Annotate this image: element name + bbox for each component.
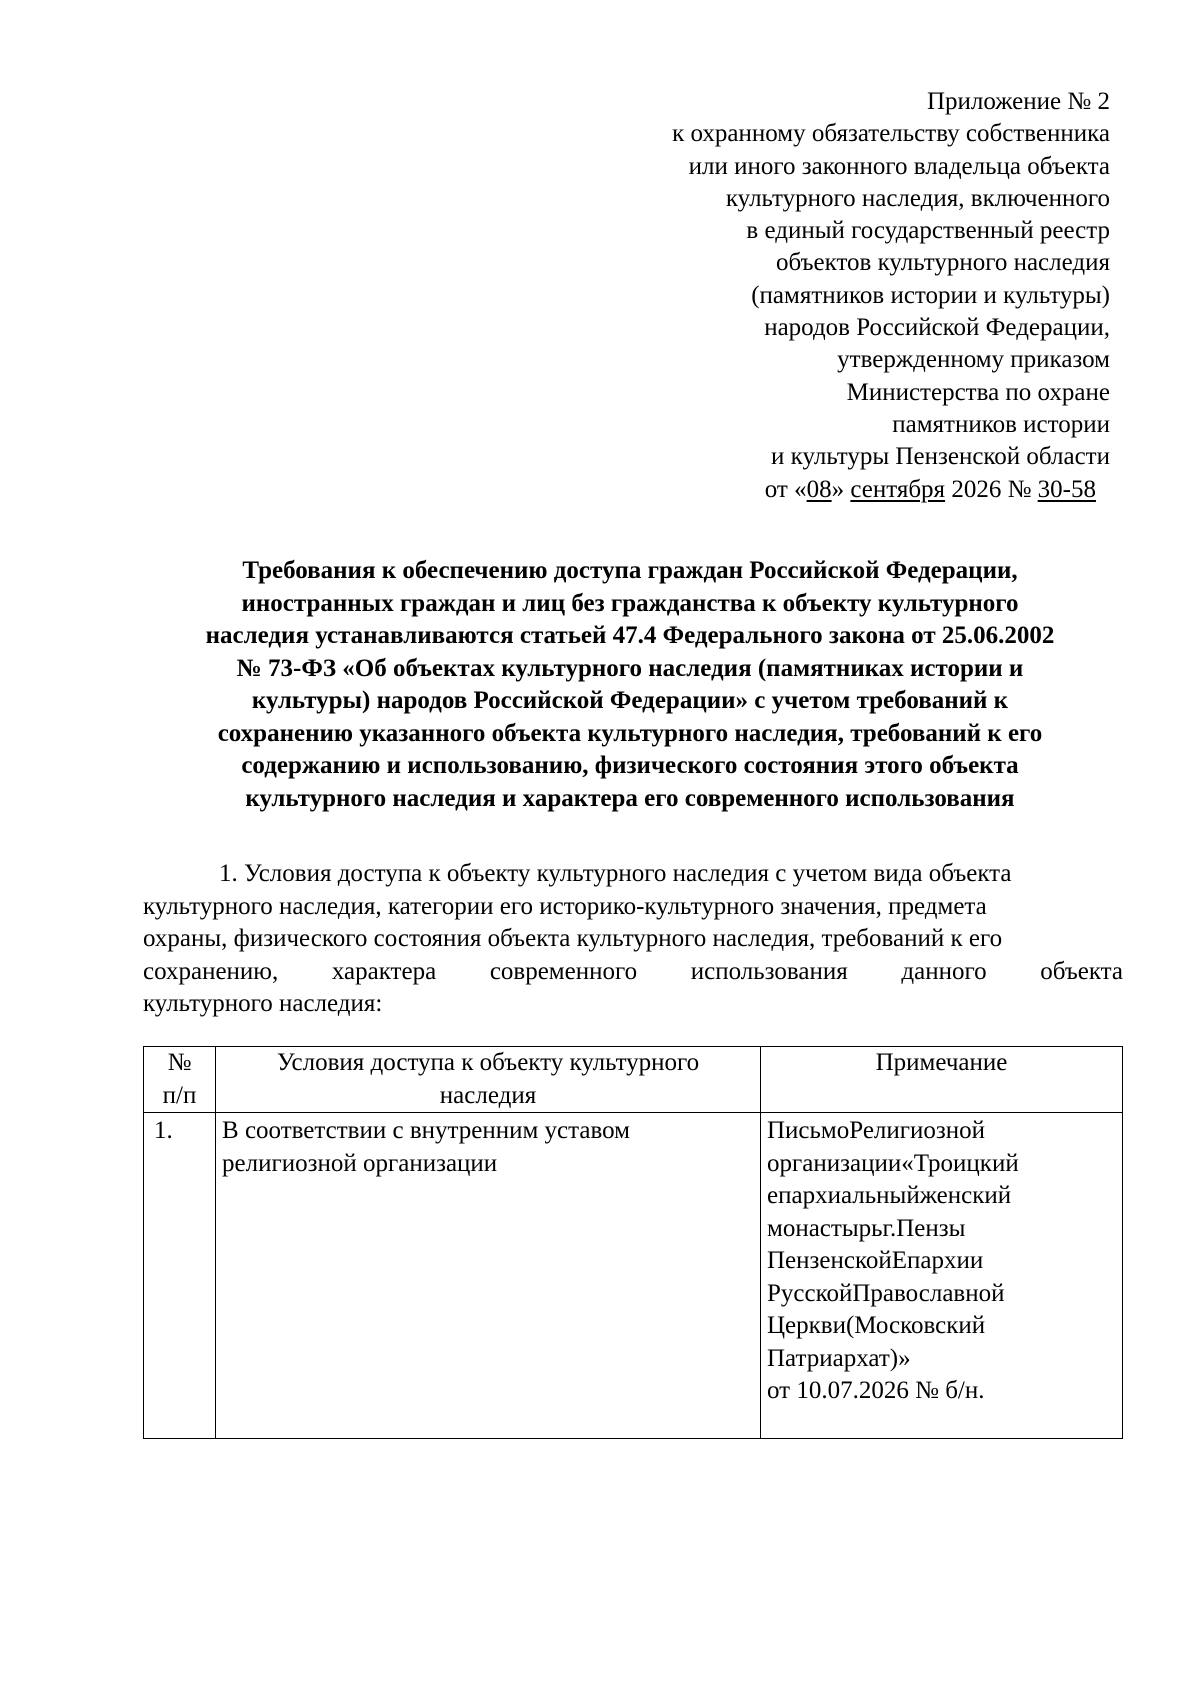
table-cell-number [154, 1115, 214, 1148]
paragraph-word: сохранению, [143, 957, 279, 985]
table-column-divider [760, 1047, 761, 1438]
table-header-condition [216, 1047, 760, 1112]
heading-line: культуры) народов Российской Федерации» с учетом требований к [251, 687, 1009, 714]
heading-line: сохранению указанного объекта культурного наследия, требований к его [217, 719, 1043, 747]
note-word: епархиальный [767, 1182, 920, 1209]
appendix-line: в единый государственный реестр [746, 217, 1110, 245]
appendix-header [470, 86, 1110, 506]
appendix-line: Приложение № 2 [926, 88, 1110, 115]
appendix-line: к охранному обязательству собственника [672, 120, 1110, 148]
note-word: Церкви [767, 1312, 846, 1339]
note-line [767, 1310, 1117, 1343]
paragraph-word: характера [331, 957, 437, 985]
heading-line: № 73-ФЗ «Об объектах культурного наследия (памятниках истории и [236, 654, 1024, 682]
order-month: сентября [850, 475, 946, 503]
paragraph-line [143, 956, 1123, 989]
note-word: Православной [852, 1279, 1005, 1307]
heading-line: Требования к обеспечению доступа граждан Российской Федерации, [242, 557, 1018, 584]
note-line [767, 1115, 1117, 1148]
header-text: Условия доступа к объекту культурного [276, 1049, 700, 1076]
appendix-line: объектов культурного наследия [776, 249, 1110, 277]
access-conditions-paragraph [143, 858, 1123, 1021]
header-text: № [167, 1049, 192, 1076]
note-word: Религиозной [849, 1117, 986, 1144]
condition-word: уставом [544, 1117, 630, 1144]
condition-word: внутренним [409, 1117, 539, 1144]
heading-line: культурного наследия и характера его современного использования [245, 784, 1015, 812]
condition-line: религиозной организации [222, 1149, 498, 1177]
paragraph-line: 1. Условия доступа к объекту культурного наследия с учетом вида объекта [219, 860, 1012, 887]
paragraph-word: объекта [1040, 957, 1123, 985]
table-header-note [761, 1047, 1122, 1080]
heading-line: содержанию и использованию, физического состояния этого объекта [241, 752, 1019, 779]
appendix-line: и культуры Пензенской области [771, 443, 1110, 471]
table-cell-condition [222, 1115, 754, 1180]
note-word: организации [767, 1149, 902, 1177]
order-number: 30-58 [1037, 475, 1096, 503]
note-line [767, 1278, 1117, 1311]
note-word: Русской [767, 1279, 853, 1307]
appendix-line: народов Российской Федерации, [764, 314, 1110, 342]
date-prefix: от « [764, 475, 807, 503]
order-date-line [470, 474, 1096, 506]
condition-word: В [222, 1117, 239, 1144]
condition-word: с [392, 1117, 404, 1144]
note-word: Епархии [891, 1247, 984, 1274]
appendix-line: утвержденному приказом [837, 346, 1110, 374]
note-line: Патриархат)» [767, 1344, 911, 1372]
note-word: «Троицкий [901, 1149, 1019, 1177]
access-conditions-table [143, 1046, 1123, 1439]
note-word: Пензенской [767, 1247, 892, 1274]
header-text: п/п [162, 1081, 197, 1109]
date-separator: » [831, 475, 851, 503]
appendix-line: Министерства по охране [846, 378, 1110, 406]
appendix-line: культурного наследия, включенного [725, 184, 1110, 212]
header-text: наследия [439, 1081, 537, 1109]
note-line [767, 1245, 1117, 1278]
table-header-divider [144, 1112, 1122, 1113]
header-text: Примечание [875, 1049, 1008, 1076]
note-line: от 10.07.2026 № б/н. [767, 1377, 985, 1404]
note-line [767, 1180, 1117, 1213]
heading-line: иностранных граждан и лиц без гражданства к объекту культурного [241, 589, 1019, 617]
condition-line [222, 1115, 754, 1148]
condition-word: соответствии [244, 1117, 387, 1144]
appendix-line: (памятников истории и культуры) [751, 281, 1110, 309]
heading-line: наследия устанавливаются статьей 47.4 Федерального закона от 25.06.2002 [205, 622, 1055, 649]
order-year: 2026 № [945, 475, 1038, 503]
appendix-line: памятников истории [892, 410, 1110, 438]
paragraph-word: использования [690, 957, 848, 985]
note-word: Письмо [767, 1117, 850, 1144]
document-heading [140, 555, 1120, 815]
paragraph-word: современного [489, 957, 638, 985]
paragraph-word: данного [901, 957, 987, 985]
paragraph-line: культурного наследия, категории его историко-культурного значения, предмета [143, 892, 987, 920]
note-word: г.Пензы [882, 1214, 966, 1242]
paragraph-line: охраны, физического состояния объекта культурного наследия, требований к его [143, 925, 1003, 952]
appendix-line: или иного законного владельца объекта [688, 152, 1110, 180]
row-number: 1. [154, 1117, 173, 1144]
order-day: 08 [806, 475, 832, 503]
note-word: женский [919, 1182, 1012, 1209]
paragraph-line: культурного наследия: [143, 990, 383, 1017]
note-word: монастырь [767, 1214, 883, 1242]
note-line [767, 1148, 1117, 1181]
note-line [767, 1213, 1117, 1246]
note-word: (Московский [845, 1312, 986, 1339]
table-header-number [144, 1047, 215, 1112]
table-cell-note [767, 1115, 1117, 1408]
